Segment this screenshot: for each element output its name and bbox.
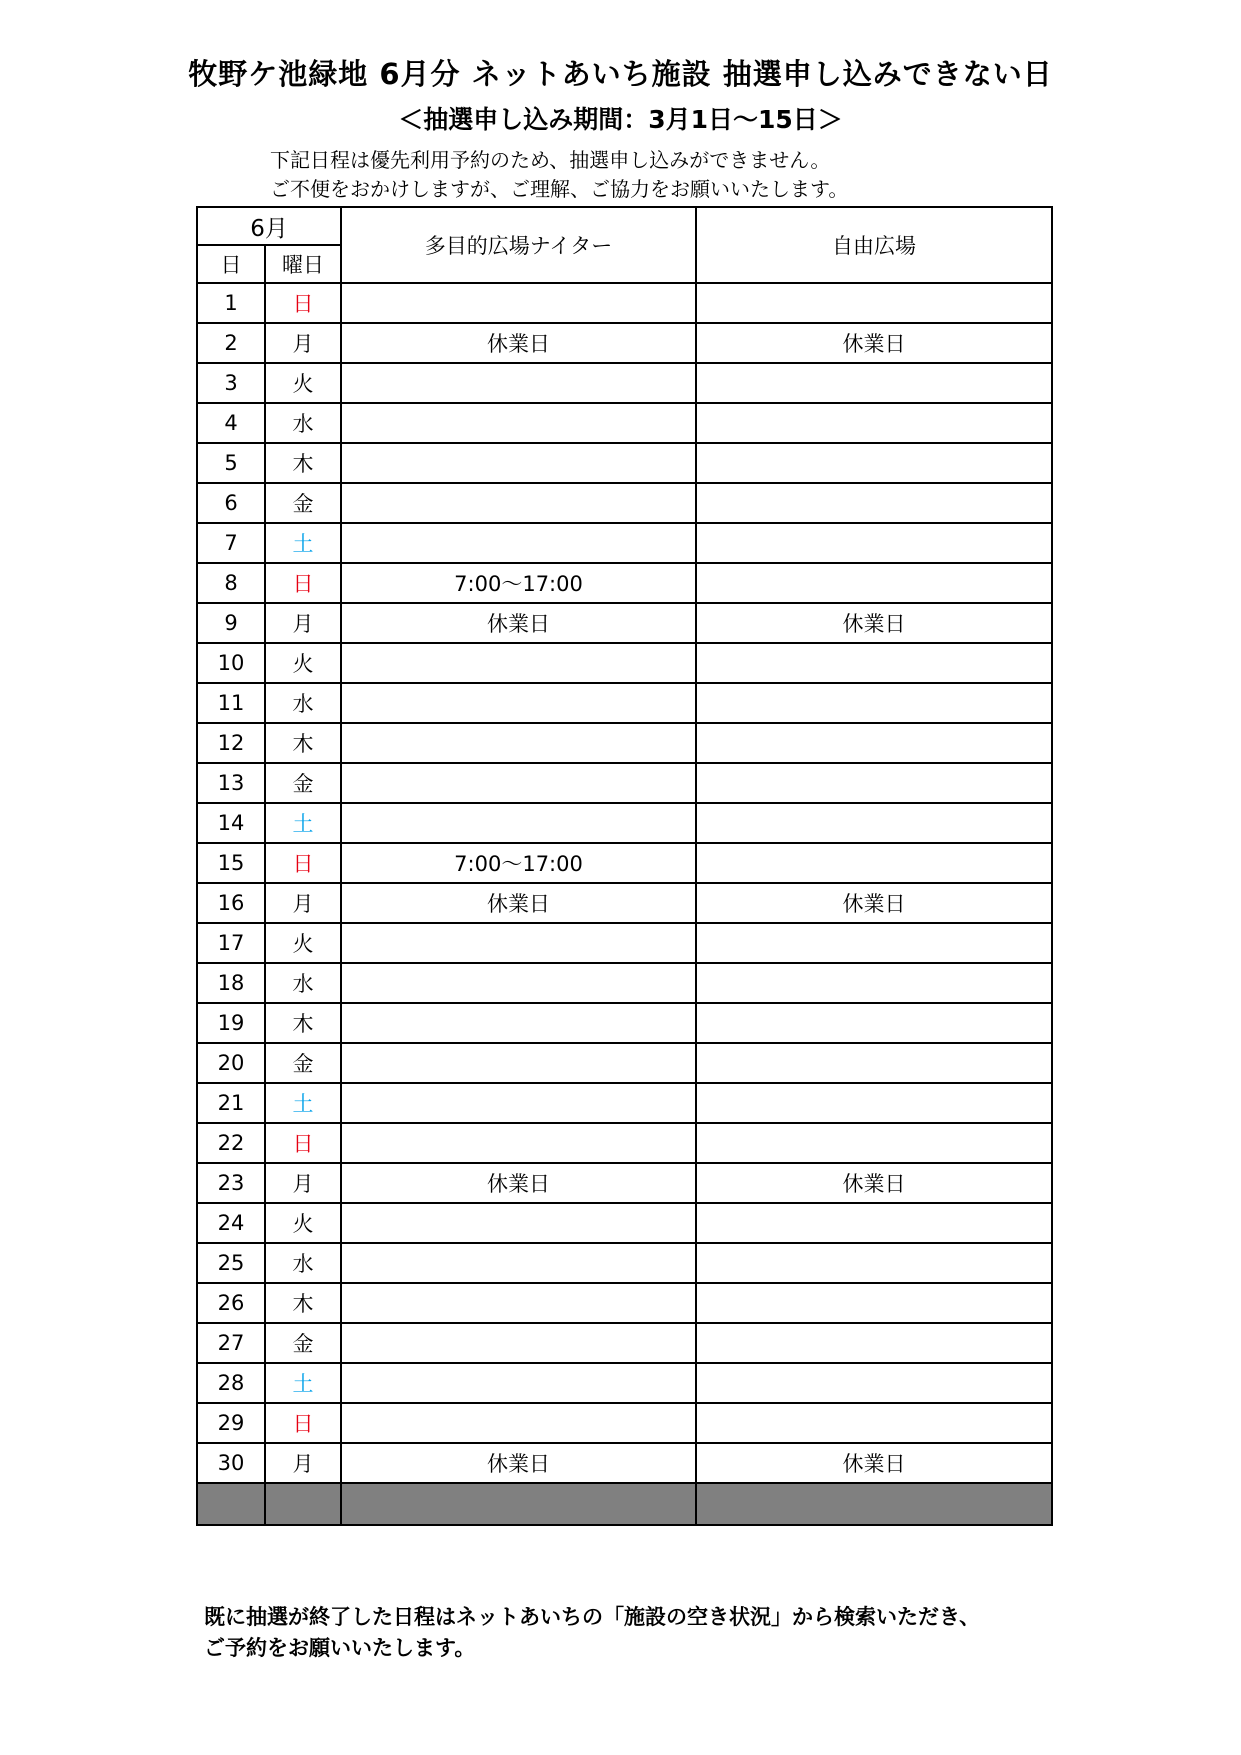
table-row xyxy=(197,1083,1052,1123)
weekday-cell: 水 xyxy=(265,1243,341,1283)
day-cell: 20 xyxy=(197,1043,265,1083)
weekday-cell: 木 xyxy=(265,1283,341,1323)
table-row xyxy=(197,523,1052,563)
weekday-cell: 金 xyxy=(265,763,341,803)
free-field-cell: 休業日 xyxy=(696,1443,1052,1483)
day-cell: 25 xyxy=(197,1243,265,1283)
night-field-cell xyxy=(341,1003,696,1043)
day-cell: 28 xyxy=(197,1363,265,1403)
night-field-cell xyxy=(341,1123,696,1163)
footer-note xyxy=(204,1602,980,1664)
table-row xyxy=(197,1363,1052,1403)
night-field-cell xyxy=(341,1203,696,1243)
table-row xyxy=(197,963,1052,1003)
day-cell: 29 xyxy=(197,1403,265,1443)
table-row xyxy=(197,723,1052,763)
table-row xyxy=(197,1283,1052,1323)
weekday-cell: 火 xyxy=(265,643,341,683)
weekday-cell: 木 xyxy=(265,443,341,483)
free-field-cell xyxy=(696,363,1052,403)
weekday-cell: 土 xyxy=(265,803,341,843)
free-field-cell xyxy=(696,963,1052,1003)
day-cell: 18 xyxy=(197,963,265,1003)
table-row xyxy=(197,803,1052,843)
day-cell: 15 xyxy=(197,843,265,883)
day-cell: 23 xyxy=(197,1163,265,1203)
shaded-blank-row xyxy=(197,1483,1052,1525)
notice xyxy=(270,146,848,204)
night-field-cell xyxy=(341,1363,696,1403)
night-field-cell: 休業日 xyxy=(341,1443,696,1483)
weekday-cell: 水 xyxy=(265,403,341,443)
day-cell: 9 xyxy=(197,603,265,643)
night-field-cell xyxy=(341,483,696,523)
day-cell: 13 xyxy=(197,763,265,803)
weekday-cell: 月 xyxy=(265,603,341,643)
application-period: ＜抽選申し込み期間：3月1日～15日＞ xyxy=(398,105,843,134)
table-row xyxy=(197,323,1052,363)
night-field-cell xyxy=(341,723,696,763)
table-row xyxy=(197,603,1052,643)
weekday-cell: 月 xyxy=(265,323,341,363)
weekday-cell: 木 xyxy=(265,723,341,763)
table-row xyxy=(197,1203,1052,1243)
day-cell: 30 xyxy=(197,1443,265,1483)
night-field-cell xyxy=(341,523,696,563)
footer-line-1: 既に抽選が終了した日程はネットあいちの「施設の空き状況」から検索いただき、 xyxy=(204,1605,981,1629)
day-cell: 5 xyxy=(197,443,265,483)
weekday-cell: 水 xyxy=(265,683,341,723)
weekday-cell: 土 xyxy=(265,523,341,563)
day-cell: 16 xyxy=(197,883,265,923)
col-header-free-field: 自由広場 xyxy=(696,207,1052,283)
night-field-cell: 休業日 xyxy=(341,1163,696,1203)
weekday-cell: 土 xyxy=(265,1083,341,1123)
table-row xyxy=(197,563,1052,603)
night-field-cell xyxy=(341,443,696,483)
weekday-cell: 月 xyxy=(265,883,341,923)
table-row xyxy=(197,923,1052,963)
shaded-cell xyxy=(197,1483,265,1525)
free-field-cell: 休業日 xyxy=(696,323,1052,363)
night-field-cell xyxy=(341,683,696,723)
free-field-cell xyxy=(696,1243,1052,1283)
weekday-cell: 月 xyxy=(265,1443,341,1483)
day-cell: 21 xyxy=(197,1083,265,1123)
weekday-cell: 金 xyxy=(265,483,341,523)
weekday-cell: 日 xyxy=(265,1123,341,1163)
night-field-cell: 7:00～17:00 xyxy=(341,843,696,883)
free-field-cell xyxy=(696,403,1052,443)
night-field-cell xyxy=(341,803,696,843)
night-field-cell xyxy=(341,643,696,683)
weekday-cell: 月 xyxy=(265,1163,341,1203)
free-field-cell xyxy=(696,643,1052,683)
weekday-cell: 日 xyxy=(265,843,341,883)
night-field-cell xyxy=(341,1043,696,1083)
table-row xyxy=(197,1243,1052,1283)
weekday-cell: 土 xyxy=(265,1363,341,1403)
free-field-cell xyxy=(696,1363,1052,1403)
shaded-cell xyxy=(341,1483,696,1525)
free-field-cell xyxy=(696,803,1052,843)
shaded-cell xyxy=(696,1483,1052,1525)
day-cell: 14 xyxy=(197,803,265,843)
weekday-cell: 日 xyxy=(265,1403,341,1443)
col-header-night-field: 多目的広場ナイター xyxy=(341,207,696,283)
free-field-cell xyxy=(696,1043,1052,1083)
table-row xyxy=(197,683,1052,723)
free-field-cell xyxy=(696,1203,1052,1243)
table-row xyxy=(197,1403,1052,1443)
free-field-cell xyxy=(696,1283,1052,1323)
day-cell: 12 xyxy=(197,723,265,763)
free-field-cell xyxy=(696,683,1052,723)
day-cell: 10 xyxy=(197,643,265,683)
schedule-body xyxy=(197,283,1052,1525)
table-row xyxy=(197,1443,1052,1483)
day-cell: 4 xyxy=(197,403,265,443)
weekday-cell: 木 xyxy=(265,1003,341,1043)
night-field-cell xyxy=(341,283,696,323)
night-field-cell: 7:00～17:00 xyxy=(341,563,696,603)
night-field-cell: 休業日 xyxy=(341,883,696,923)
night-field-cell xyxy=(341,363,696,403)
weekday-cell: 水 xyxy=(265,963,341,1003)
free-field-cell xyxy=(696,1123,1052,1163)
day-cell: 6 xyxy=(197,483,265,523)
weekday-cell: 火 xyxy=(265,363,341,403)
night-field-cell xyxy=(341,403,696,443)
day-cell: 24 xyxy=(197,1203,265,1243)
night-field-cell xyxy=(341,963,696,1003)
table-row xyxy=(197,1323,1052,1363)
table-row xyxy=(197,883,1052,923)
table-row xyxy=(197,1043,1052,1083)
night-field-cell xyxy=(341,1323,696,1363)
free-field-cell xyxy=(696,1323,1052,1363)
table-row xyxy=(197,1163,1052,1203)
free-field-cell xyxy=(696,283,1052,323)
free-field-cell xyxy=(696,563,1052,603)
free-field-cell xyxy=(696,723,1052,763)
day-cell: 22 xyxy=(197,1123,265,1163)
page-title: 牧野ケ池緑地 6月分 ネットあいち施設 抽選申し込みできない日 xyxy=(188,57,1053,91)
free-field-cell xyxy=(696,923,1052,963)
table-row xyxy=(197,643,1052,683)
day-header: 日 xyxy=(197,245,265,283)
night-field-cell xyxy=(341,1283,696,1323)
day-cell: 19 xyxy=(197,1003,265,1043)
shaded-cell xyxy=(265,1483,341,1525)
weekday-cell: 金 xyxy=(265,1043,341,1083)
table-row xyxy=(197,843,1052,883)
free-field-cell xyxy=(696,443,1052,483)
free-field-cell: 休業日 xyxy=(696,1163,1052,1203)
table-row xyxy=(197,763,1052,803)
day-cell: 17 xyxy=(197,923,265,963)
free-field-cell: 休業日 xyxy=(696,603,1052,643)
day-cell: 11 xyxy=(197,683,265,723)
weekday-cell: 日 xyxy=(265,563,341,603)
table-row xyxy=(197,403,1052,443)
schedule-table xyxy=(196,206,1053,1526)
free-field-cell: 休業日 xyxy=(696,883,1052,923)
free-field-cell xyxy=(696,483,1052,523)
night-field-cell xyxy=(341,1243,696,1283)
weekday-cell: 日 xyxy=(265,283,341,323)
weekday-cell: 火 xyxy=(265,923,341,963)
table-row xyxy=(197,483,1052,523)
free-field-cell xyxy=(696,843,1052,883)
table-row xyxy=(197,283,1052,323)
night-field-cell: 休業日 xyxy=(341,323,696,363)
day-cell: 8 xyxy=(197,563,265,603)
night-field-cell xyxy=(341,1403,696,1443)
table-row xyxy=(197,1003,1052,1043)
free-field-cell xyxy=(696,1403,1052,1443)
day-cell: 26 xyxy=(197,1283,265,1323)
day-cell: 3 xyxy=(197,363,265,403)
free-field-cell xyxy=(696,523,1052,563)
table-row xyxy=(197,363,1052,403)
month-header: 6月 xyxy=(197,207,341,245)
weekday-header: 曜日 xyxy=(265,245,341,283)
night-field-cell xyxy=(341,923,696,963)
night-field-cell xyxy=(341,763,696,803)
day-cell: 2 xyxy=(197,323,265,363)
night-field-cell xyxy=(341,1083,696,1123)
notice-line-1: 下記日程は優先利用予約のため、抽選申し込みができません。 xyxy=(270,148,831,172)
night-field-cell: 休業日 xyxy=(341,603,696,643)
free-field-cell xyxy=(696,763,1052,803)
free-field-cell xyxy=(696,1083,1052,1123)
footer-line-2: ご予約をお願いいたします。 xyxy=(204,1636,476,1660)
weekday-cell: 火 xyxy=(265,1203,341,1243)
weekday-cell: 金 xyxy=(265,1323,341,1363)
table-row xyxy=(197,1123,1052,1163)
day-cell: 27 xyxy=(197,1323,265,1363)
day-cell: 1 xyxy=(197,283,265,323)
notice-line-2: ご不便をおかけしますが、ご理解、ご協力をお願いいたします。 xyxy=(270,177,849,201)
table-row xyxy=(197,443,1052,483)
free-field-cell xyxy=(696,1003,1052,1043)
day-cell: 7 xyxy=(197,523,265,563)
